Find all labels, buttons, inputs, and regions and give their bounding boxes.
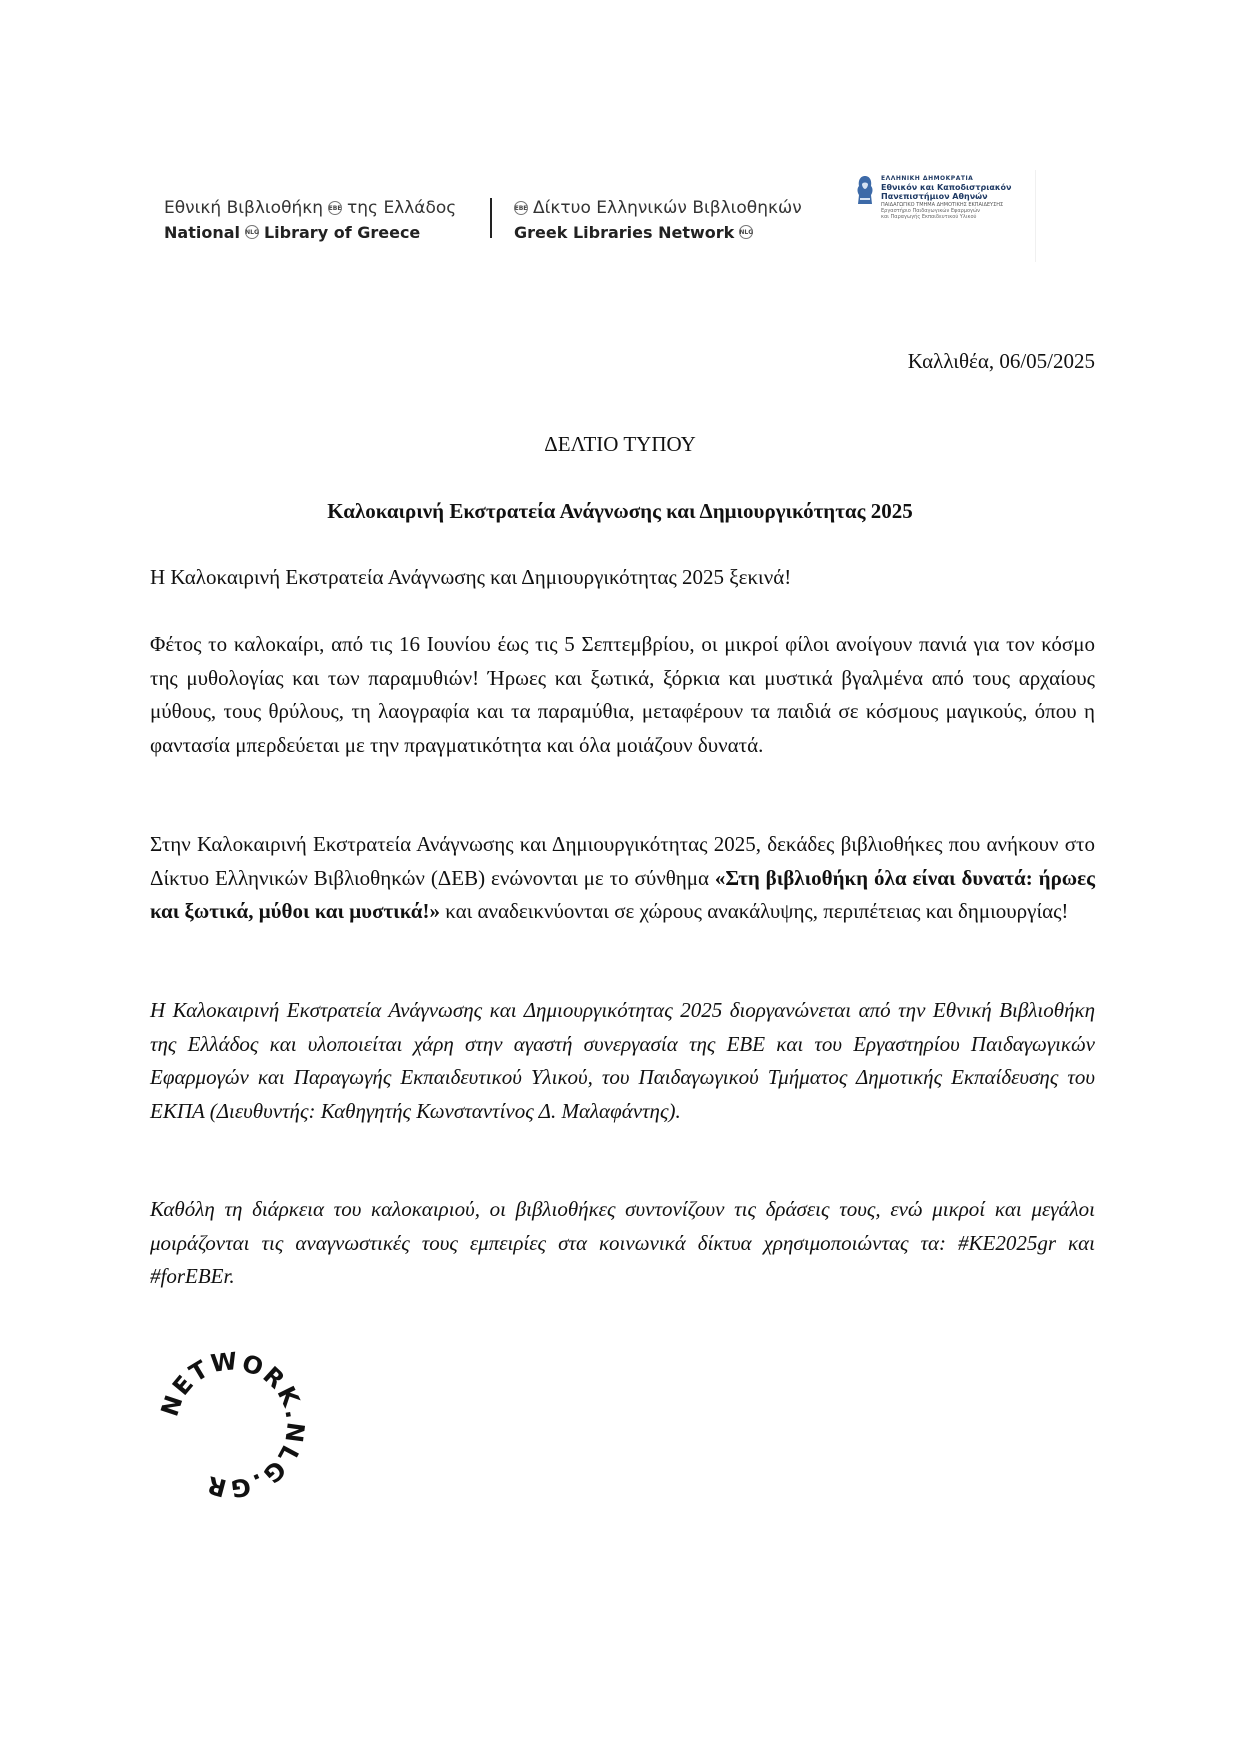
nlg-logo-greek-suffix: της Ελλάδος	[347, 198, 457, 218]
organizers-paragraph: Η Καλοκαιρινή Εκστρατεία Ανάγνωσης και Δημιουργικότητας 2025 διοργανώνεται από την Εθνική Βιβλιοθήκη της Ελλάδος και υλοποιείται χάρη στην αγαστή συνεργασία της ΕΒΕ και του Εργαστηρίου Παιδαγωγικών Εφαρμογών και Παραγωγής Εκπαιδευτικού Υλικού, του Παιδαγωγικού Τμήματος Δημοτικής Εκπαίδευσης του ΕΚΠΑ (Διευθυντής: Καθηγητής Κωνσταντίνος Δ. Μαλαφάντης).	[150, 998, 1095, 1123]
university-logo-line-4: ΠΑΙΔΑΓΩΓΙΚΟ ΤΜΗΜΑ ΔΗΜΟΤΙΚΗΣ ΕΚΠΑΙΔΕΥΣΗΣ	[881, 202, 1004, 209]
ebe-badge-icon: ΕΒΕ	[328, 201, 342, 215]
nlg-logo-greek-line	[164, 196, 484, 220]
network-slogan-paragraph	[150, 828, 1095, 929]
svg-text:NETWORK.NLG.GR	[156, 1347, 310, 1503]
national-library-logo	[164, 196, 484, 244]
intro-paragraph: Η Καλοκαιρινή Εκστρατεία Ανάγνωσης και Δημιουργικότητας 2025 ξεκινά!	[150, 565, 792, 589]
letterhead	[0, 150, 1240, 260]
nlg-logo-english-suffix: Library of Greece	[263, 222, 421, 242]
university-logo-line-1: ΕΛΛΗΝΙΚΗ ΔΗΜΟΚΡΑΤΙΑ	[881, 175, 974, 182]
social-media-paragraph: Καθόλη τη διάρκεια του καλοκαιριού, οι βιβλιοθήκες συντονίζουν τις δράσεις τους, ενώ μικροί και μεγάλοι μοιράζονται τις αναγνωστικές τους εμπειρίες στα κοινωνικά δίκτυα χρησιμοποιώντας τα: #ΚΕ2025gr και #forEBEr.	[150, 1197, 1095, 1288]
university-of-athens-logo	[855, 170, 1036, 262]
network-nlg-circular-stamp	[152, 1345, 312, 1505]
stamp-text: NETWORK.NLG.GR	[155, 1346, 310, 1503]
athena-emblem-icon	[855, 174, 875, 208]
greek-libraries-network-logo	[514, 196, 834, 244]
document-title: Καλοκαιρινή Εκστρατεία Ανάγνωσης και Δημιουργικότητας 2025	[327, 499, 913, 523]
slogan-paragraph-outro: και αναδεικνύονται σε χώρους ανακάλυψης, περιπέτειας και δημιουργίας!	[439, 899, 1069, 923]
logo-divider	[490, 198, 492, 238]
network-logo-english-line	[514, 220, 834, 244]
nlg-logo-english-name: National	[164, 222, 240, 242]
slogan-paragraph-intro: Στην Καλοκαιρινή Εκστρατεία Ανάγνωσης και Δημιουργικότητας 2025, δεκάδες βιβλιοθήκες που ανήκουν στο Δίκτυο Ελληνικών Βιβλιοθηκών (ΔΕΒ) ενώνονται με το σύνθημα	[150, 832, 1095, 890]
document-date: Καλλιθέα, 06/05/2025	[907, 349, 1095, 373]
nlg-badge-icon: NLG	[739, 225, 753, 239]
campaign-description-paragraph: Φέτος το καλοκαίρι, από τις 16 Ιουνίου έως τις 5 Σεπτεμβρίου, οι μικροί φίλοι ανοίγουν πανιά για τον κόσμο της μυθολογίας και των παραμυθιών! Ήρωες και ξωτικά, ξόρκια και μυστικά βγαλμένα από τους αρχαίους μύθους, τους θρύλους, τη λαογραφία και τα παραμύθια, μεταφέρουν τα παιδιά σε κόσμους μαγικούς, όπου η φαντασία μπερδεύεται με την πραγματικότητα και όλα μοιάζουν δυνατά.	[150, 632, 1095, 757]
network-logo-greek-name: Δίκτυο Ελληνικών Βιβλιοθηκών	[533, 198, 802, 218]
university-logo-line-5: Εργαστήριο Παιδαγωγικών Εφαρμογών	[881, 208, 980, 215]
nlg-logo-greek-name: Εθνική Βιβλιοθήκη	[164, 198, 324, 218]
ebe-badge-icon: ΕΒΕ	[514, 201, 528, 215]
network-logo-english-name: Greek Libraries Network	[514, 222, 735, 242]
campaign-slogan: «Στη βιβλιοθήκη όλα είναι δυνατά: ήρωες και ξωτικά, μύθοι και μυστικά!»	[150, 865, 1095, 923]
network-logo-greek-line	[514, 196, 834, 220]
press-release-heading: ΔΕΛΤΙΟ ΤΥΠΟΥ	[544, 432, 696, 456]
university-logo-line-2: Εθνικόν και Καποδιστριακόν	[881, 182, 1012, 192]
university-logo-line-6: και Παραγωγής Εκπαιδευτικού Υλικού	[881, 213, 977, 220]
university-logo-line-3: Πανεπιστήμιον Αθηνών	[881, 192, 988, 202]
nlg-logo-english-line	[164, 220, 484, 244]
nlg-badge-icon: NLG	[245, 225, 259, 239]
